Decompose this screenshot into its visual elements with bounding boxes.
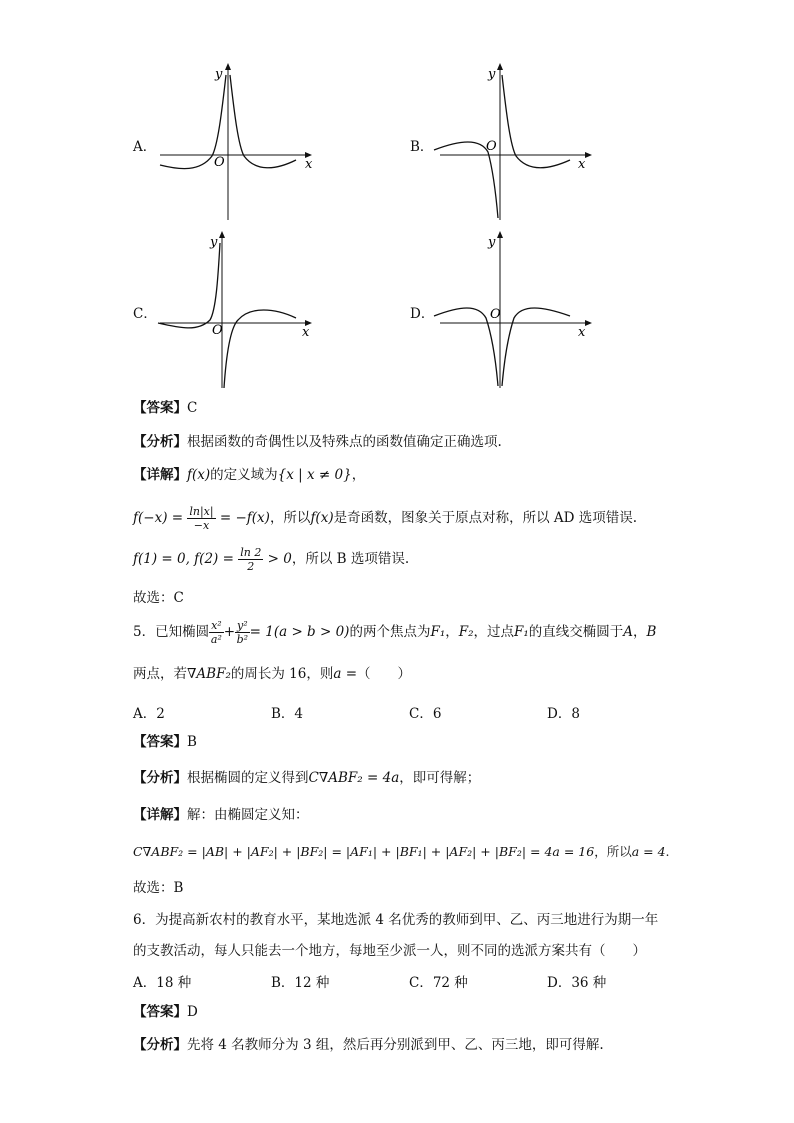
svg-text:y: y — [488, 235, 496, 250]
q4-detail-line3: f(1) = 0, f(2) = $\frac{\ln 2}{2}$ > 0，所以 B 选项错误. — [133, 546, 410, 573]
q6-answer: 【答案】D — [133, 1004, 198, 1020]
graph-d — [430, 228, 600, 393]
y-label: y — [215, 67, 223, 82]
q6-option-b: B．12 种 — [271, 975, 330, 991]
option-c-label: C． — [133, 306, 157, 322]
q5-stem-line1: 5．已知椭圆 $\frac{\text{x²}}{\text{a²}}$ + $\frac{\text{y²}}{\text{b²}}$ = 1(a > b > 0)的两个焦点为F₁，F₂，过点F₁的直线交椭圆于A，B — [133, 619, 657, 646]
q5-conclusion: 故选：B — [133, 880, 184, 896]
q4-conclusion: 故选：C — [133, 590, 184, 606]
q6-stem-line2: 的支教活动，每人只能去一个地方，每地至少派一人，则不同的选派方案共有（ ） — [133, 943, 646, 959]
option-a-label: A． — [133, 139, 157, 155]
svg-text:y: y — [488, 67, 496, 82]
q6-option-a: A．18 种 — [133, 975, 192, 991]
origin-label: O — [214, 155, 225, 170]
q4-detail-line1: 【详解】f(x)的定义域为{x | x ≠ 0}， — [133, 467, 366, 483]
svg-text:y: y — [210, 235, 218, 250]
svg-text:O: O — [486, 139, 497, 154]
q4-detail-line2: f(−x) = $\frac{\ln|x|}{-x}$ = −f(x)，所以f(x)是奇函数，图象关于原点对称，所以 AD 选项错误. — [133, 505, 638, 532]
option-b-label: B． — [410, 139, 434, 155]
graph-b — [430, 60, 600, 225]
curve-right — [230, 75, 296, 168]
q5-option-b: B．4 — [271, 706, 304, 722]
q5-detail-math: C∇ABF₂ = |AB| + |AF₂| + |BF₂| = |AF₁| + |BF₁| + |AF₂| + |BF₂| = 4a = 16，所以a = 4. — [133, 844, 670, 859]
q5-detail: 【详解】解：由椭圆定义知： — [133, 807, 309, 823]
q5-option-a: A．2 — [133, 706, 165, 722]
graph-a — [150, 60, 320, 225]
q6-option-d: D．36 种 — [547, 975, 607, 991]
graph-c — [150, 228, 320, 393]
q4-answer: 【答案】C — [133, 400, 198, 416]
q6-stem-line1: 6．为提高新农村的教育水平，某地选派 4 名优秀的教师到甲、乙、丙三地进行为期一年 — [133, 912, 659, 928]
svg-text:x: x — [302, 325, 310, 340]
svg-text:x: x — [578, 157, 586, 172]
q6-option-c: C．72 种 — [409, 975, 468, 991]
y-axis-arrow — [225, 63, 231, 70]
q5-answer: 【答案】B — [133, 734, 197, 750]
svg-text:O: O — [212, 323, 223, 338]
q5-option-c: C．6 — [409, 706, 442, 722]
svg-text:x: x — [578, 325, 586, 340]
option-d-label: D． — [410, 306, 435, 322]
q5-option-d: D．8 — [547, 706, 580, 722]
q6-analysis: 【分析】先将 4 名教师分为 3 组，然后再分别派到甲、乙、丙三地，即可得解. — [133, 1037, 604, 1053]
x-label: x — [305, 157, 313, 172]
q5-analysis: 【分析】根据椭圆的定义得到C∇ABF₂ = 4a，即可得解； — [133, 770, 481, 786]
q5-stem-line2: 两点，若∇ABF₂的周长为 16，则a =（ ） — [133, 666, 412, 682]
q4-analysis: 【分析】根据函数的奇偶性以及特殊点的函数值确定正确选项. — [133, 434, 502, 450]
svg-text:O: O — [490, 307, 501, 322]
